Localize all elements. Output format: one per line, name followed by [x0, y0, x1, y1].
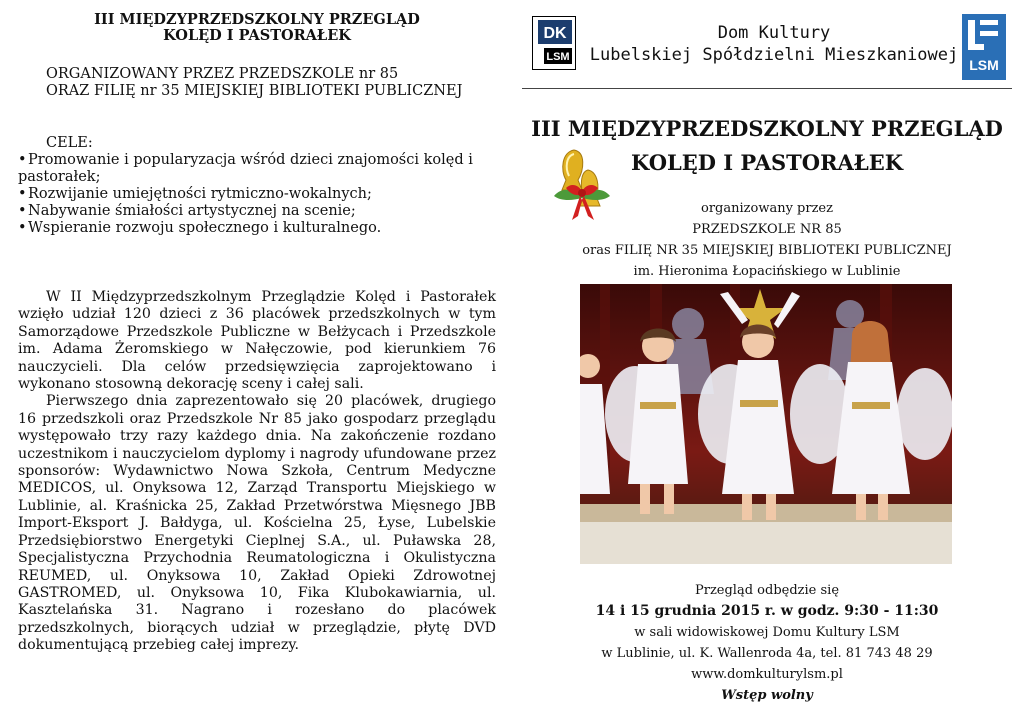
- goals-heading: CELE:: [46, 135, 93, 151]
- left-organized-line1: ORGANIZOWANY PRZEZ PRZEDSZKOLE nr 85: [46, 66, 399, 82]
- left-title-line1: III MIĘDZYPRZEDSZKOLNY PRZEGLĄD: [94, 11, 420, 28]
- goal-item: •Wspieranie rozwoju społecznego i kulturalnego.: [18, 220, 382, 236]
- dk-lsm-logo: [532, 16, 576, 70]
- header-line2: Lubelskiej Spółdzielni Mieszkaniowej: [589, 45, 959, 65]
- svg-text:LSM: LSM: [546, 51, 570, 63]
- svg-text:DK: DK: [543, 25, 567, 42]
- lsm-logo: [962, 14, 1006, 80]
- event-intro: Przegląd odbędzie się: [694, 583, 840, 598]
- website: www.domkulturylsm.pl: [691, 667, 843, 682]
- header-title: [584, 22, 964, 66]
- goal-item: •Rozwijanie umiejętności rytmiczno-wokalnych;: [18, 186, 372, 202]
- venue-line1: w sali widowiskowej Domu Kultury LSM: [634, 625, 900, 640]
- event-title-line2: KOLĘD I PASTORAŁEK: [631, 150, 903, 175]
- venue-line2: w Lublinie, ul. K. Wallenroda 4a, tel. 81 743 48 29: [601, 646, 933, 661]
- header-line1: Dom Kultury: [717, 23, 831, 43]
- left-page: [18, 12, 496, 655]
- left-organizers: [46, 66, 496, 99]
- paragraph-2: Pierwszego dnia zaprezentowało się 20 placówek, drugiego 16 przedszkoli oraz Przedszkole Nr 85 jako gospodarz przeglądu występowało trzy razy każdego dnia. Na zakończenie rozdano uczestnikom i nauczycielom dyplomy i nagrody ufundowane przez sponsorów: Wydawnictwo Nowa Szkoła, Centrum Medyczne MEDICOS, ul. Onyksowa 12, Zarząd Transportu Miejskiego w Lublinie, al. Kraśnicka 25, Zakład Przetwórstwa Mięsnego JBB Import-Eksport J. Bałdyga, ul. Kościelna 25, Łyse, Lubelskie Przedsiębiorstwo Energetyki Cieplnej S.A., ul. Puławska 28, Specjalistyczna Przychodnia Reumatologiczna i Okulistyczna REUMED, ul. Onyksowa 10, Zakład Opieki Zdrowotnej GASTROMED, ul. Onyksowa 10, Fika Klubokawiarnia, ul. Kasztelańska 31. Nagrano i rozesłano do placówek przedszkolnych, biorących udział w przeglądzie, płytę DVD dokumentującą przebieg całej imprezy.: [18, 393, 496, 654]
- organizer-2: oras FILIĘ NR 35 MIEJSKIEJ BIBLIOTEKI PUBLICZNEJ: [582, 243, 952, 258]
- event-title-line1: III MIĘDZYPRZEDSZKOLNY PRZEGLĄD: [531, 116, 1003, 141]
- goal-item: •Promowanie i popularyzacja wśród dzieci znajomości kolęd i pastorałek;: [18, 152, 473, 185]
- goal-item: •Nabywanie śmiałości artystycznej na scenie;: [18, 203, 356, 219]
- goals-list: [18, 152, 496, 237]
- svg-text:LSM: LSM: [969, 57, 999, 73]
- header-divider: [522, 88, 1012, 89]
- angels-photo: [580, 284, 952, 564]
- right-page: [522, 12, 1012, 703]
- left-organized-line2: ORAZ FILIĘ nr 35 MIEJSKIEJ BIBLIOTEKI PUBLICZNEJ: [46, 82, 463, 99]
- organizer-3: im. Hieronima Łopacińskiego w Lublinie: [633, 264, 901, 279]
- event-date: 14 i 15 grudnia 2015 r. w godz. 9:30 - 11:30: [595, 603, 939, 619]
- header: [522, 12, 1012, 78]
- organized-by: organizowany przez: [701, 201, 833, 216]
- free-entry: Wstęp wolny: [721, 688, 813, 703]
- paragraph-1: W II Międzyprzedszkolnym Przeglądzie Kolęd i Pastorałek wzięło udział 120 dzieci z 36 placówek przedszkolnych w tym Samorządowe Przedszkole Publiczne w Bełżycach i Przedszkole im. Adama Żeromskiego w Nałęczowie, pod kierunkiem 76 nauczycieli. Dla celów przedsięwzięcia zaprojektowano i wykonano stosowną dekorację sceny i całej sali.: [18, 289, 496, 393]
- report-text: [18, 289, 496, 655]
- left-title-line2: KOLĘD I PASTORAŁEK: [163, 27, 351, 44]
- organizer-1: PRZEDSZKOLE NR 85: [692, 222, 842, 237]
